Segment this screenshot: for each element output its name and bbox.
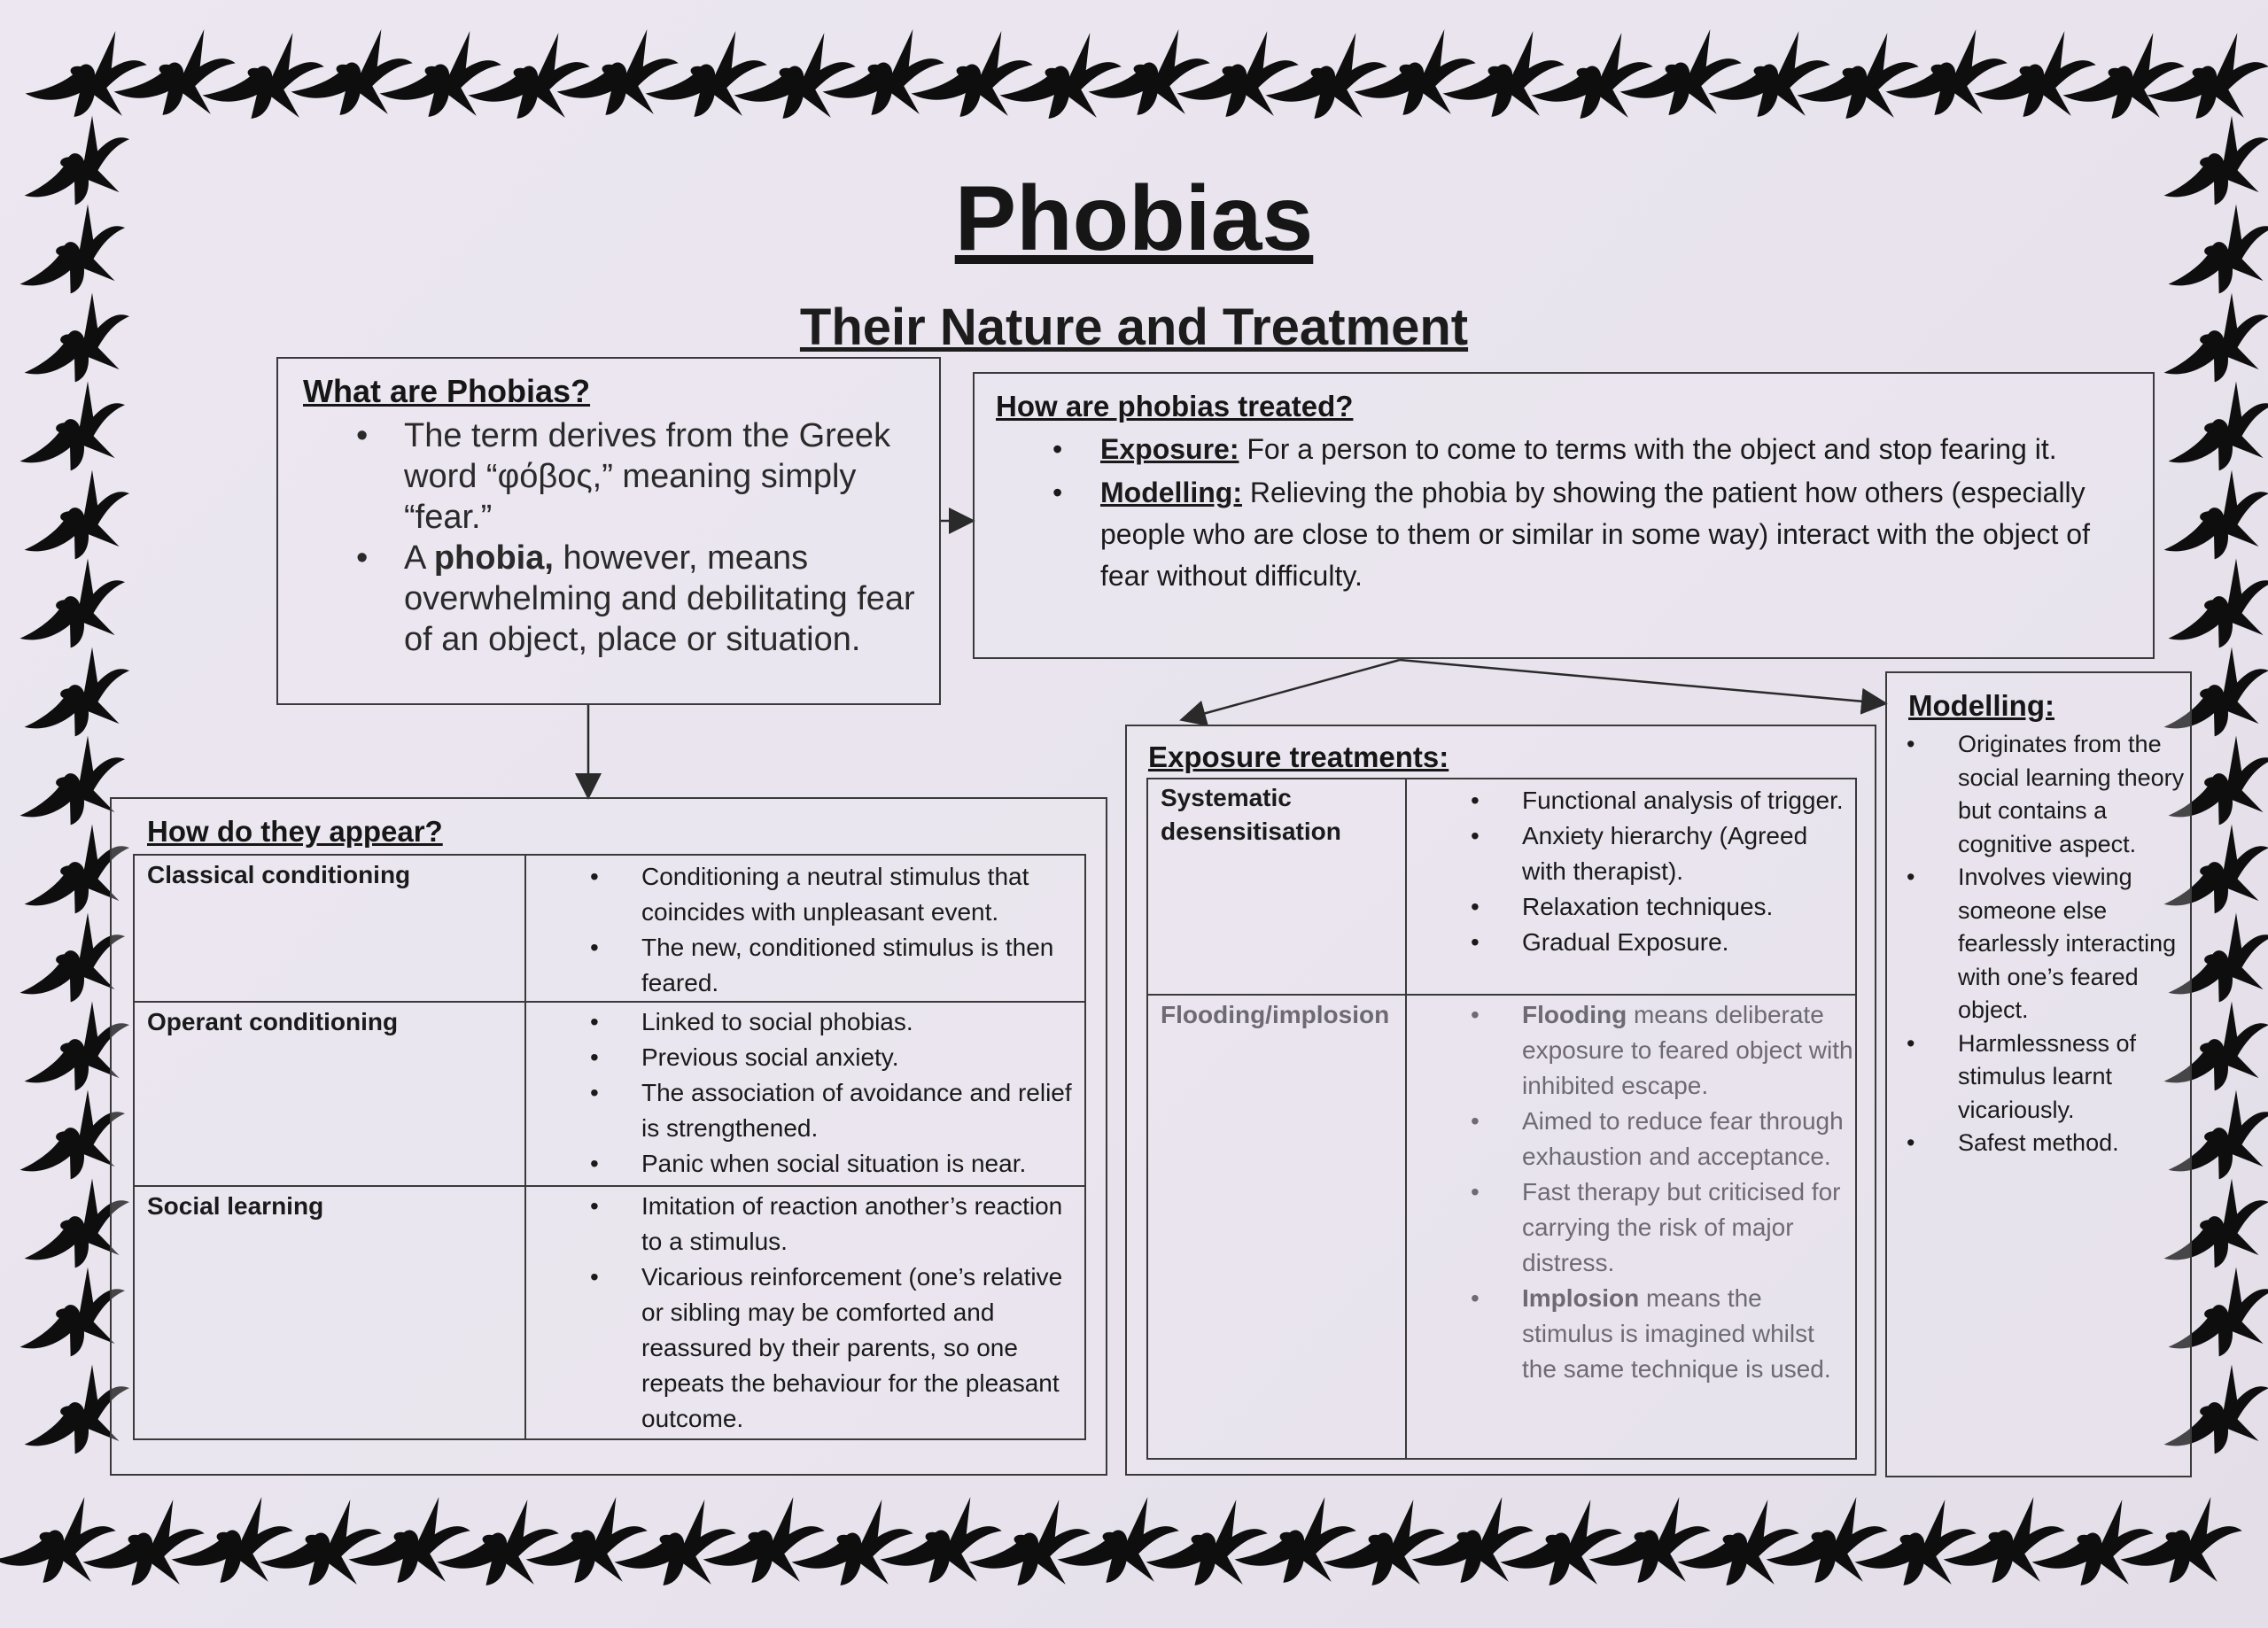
what-are-phobias-heading: What are Phobias? — [303, 373, 591, 409]
what-are-phobias-box — [276, 357, 941, 705]
list-item: • Relaxation techniques. — [1407, 889, 1855, 925]
row-list — [526, 856, 1084, 1001]
row-label: Flooding/implosion — [1161, 1001, 1390, 1028]
row-label: Classical conditioning — [147, 861, 411, 888]
how-treated-heading: How are phobias treated? — [996, 390, 1354, 423]
list-item: • Anxiety hierarchy (Agreed with therapist). — [1407, 818, 1855, 889]
exposure-treatments-box — [1125, 725, 1876, 1476]
modelling-list — [1887, 728, 2188, 1160]
table-row — [1147, 995, 1856, 1459]
table-row — [1147, 779, 1856, 995]
list-item: • Functional analysis of trigger. — [1407, 783, 1855, 818]
list-item: • Conditioning a neutral stimulus that coincides with unpleasant event. — [526, 859, 1084, 930]
list-item: • Gradual Exposure. — [1407, 925, 1855, 960]
exposure-term: Exposure: — [1100, 433, 1239, 465]
list-item: • Flooding means deliberate exposure to feared object with inhibited escape. — [1407, 997, 1855, 1104]
list-item: • Involves viewing someone else fearlessly interacting with one’s feared object. — [1887, 861, 2188, 1027]
what-are-phobias-list — [340, 415, 925, 660]
row-list — [1407, 996, 1855, 1387]
row-label: Social learning — [147, 1192, 324, 1220]
page-subtitle: Their Nature and Treatment — [799, 298, 1469, 356]
list-item: • Linked to social phobias. — [526, 1004, 1084, 1040]
list-item: • Implosion means the stimulus is imagined whilst the same technique is used. — [1407, 1281, 1855, 1387]
list-item: • Originates from the social learning theory but contains a cognitive aspect. — [1887, 728, 2188, 861]
how-appear-box — [110, 797, 1107, 1476]
table-row — [134, 1186, 1085, 1439]
list-item: • The new, conditioned stimulus is then feared. — [526, 930, 1084, 1001]
row-label: Operant conditioning — [147, 1008, 399, 1035]
list-item: • Imitation of reaction another’s reaction to a stimulus. — [526, 1189, 1084, 1260]
list-item: • Modelling: Relieving the phobia by showing the patient how others (especially people who are close to them or similar in some way) interact with the object of fear without difficulty. — [1037, 472, 2135, 597]
list-item: • Previous social anxiety. — [526, 1040, 1084, 1075]
row-list — [526, 1003, 1084, 1182]
modelling-heading: Modelling: — [1908, 689, 2054, 722]
list-item: • Harmlessness of stimulus learnt vicariously. — [1887, 1027, 2188, 1128]
list-item: • Vicarious reinforcement (one’s relative or sibling may be comforted and reassured by their parents, so one repeats the behaviour for the pleasant outcome. — [526, 1260, 1084, 1437]
arrow-treated-to-exposure — [1184, 660, 1400, 719]
list-item: • A phobia, however, means overwhelming and debilitating fear of an object, place or situation. — [340, 538, 925, 660]
list-item: • Exposure: For a person to come to terms with the object and stop fearing it. — [1037, 429, 2135, 470]
how-treated-list — [1037, 429, 2135, 597]
list-item: • Fast therapy but criticised for carrying the risk of major distress. — [1407, 1174, 1855, 1281]
list-item: • The term derives from the Greek word “φόβος,” meaning simply “fear.” — [340, 415, 925, 538]
table-row — [134, 1002, 1085, 1186]
row-list — [1407, 779, 1855, 960]
row-list — [526, 1187, 1084, 1437]
list-item: • Safest method. — [1887, 1127, 2188, 1160]
list-item: • Panic when social situation is near. — [526, 1146, 1084, 1182]
list-item: • The association of avoidance and relief is strengthened. — [526, 1075, 1084, 1146]
exposure-treatments-table — [1146, 778, 1857, 1460]
how-appear-heading: How do they appear? — [147, 815, 443, 848]
phobia-term: phobia, — [433, 539, 554, 577]
row-label: Systematic desensitisation — [1161, 784, 1341, 845]
how-treated-box — [973, 372, 2155, 659]
list-item: • Aimed to reduce fear through exhaustion and acceptance. — [1407, 1104, 1855, 1174]
page-title: Phobias — [954, 167, 1314, 270]
exposure-treatments-heading: Exposure treatments: — [1148, 740, 1449, 773]
modelling-box — [1885, 671, 2192, 1477]
table-row — [134, 855, 1085, 1002]
how-appear-table — [133, 854, 1086, 1440]
arrow-treated-to-modelling — [1400, 660, 1884, 703]
modelling-term: Modelling: — [1100, 477, 1242, 508]
